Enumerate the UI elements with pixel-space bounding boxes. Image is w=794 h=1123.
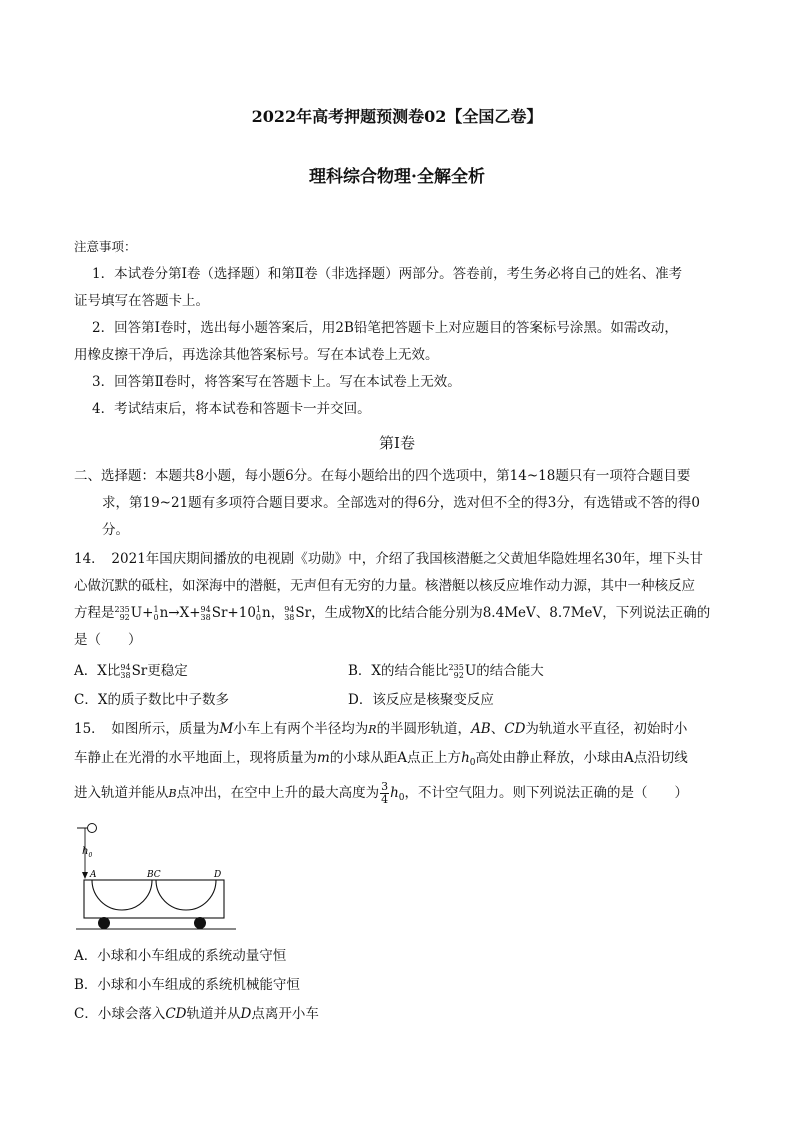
- notice-item-1-line-2: 证号填写在答题卡上。: [74, 293, 209, 309]
- wheel-right: [194, 917, 206, 929]
- q14-line-2: 心做沉默的砥柱，如深海中的潜艇，无声但有无穷的力量。核潜艇以核反应堆作动力源，其中一种核反应: [74, 578, 695, 594]
- section-instruction-line-1: 二、选择题：本题共8小题，每小题6分。在每小题给出的四个选项中，第14~18题只有一项符合题目要: [74, 468, 691, 484]
- label-a: A: [90, 870, 97, 880]
- wheel-left: [98, 917, 110, 929]
- height-arrow-head: [82, 872, 88, 879]
- q14-line-3-prefix: 方程是: [74, 605, 115, 621]
- u235-isotope-numbers: 235 92: [114, 604, 130, 622]
- q15-line-1: 15． 如图所示，质量为M小车上有两个半径均为R的半圆形轨道，AB、CD为轨道水平直径，初始时小: [74, 721, 688, 737]
- q15-line-3: 进入轨道并能从B点冲出，在空中上升的最大高度为 $\frac{3}{4}$ $h_0$，不计空气阻力。则下列说法正确的是（ ）: [74, 780, 689, 806]
- page-title: 2022年高考押题预测卷02【全国乙卷】: [251, 107, 543, 126]
- section-heading: 第Ⅰ卷: [379, 434, 415, 452]
- three-quarters-fraction: $\frac{3}{4}$: [381, 780, 389, 806]
- notice-item-4: 4．考试结束后，将本试卷和答题卡一并交回。: [92, 401, 371, 417]
- sr94-isotope-numbers: 94 38: [200, 604, 211, 622]
- q14-option-d: D．该反应是核聚变反应: [348, 692, 494, 708]
- notice-item-2-line-1: 2．回答第Ⅰ卷时，选出每小题答案后，用2B铅笔把答题卡上对应题目的答案标号涂黑。如需改动，: [92, 320, 678, 336]
- ball: [88, 824, 97, 833]
- nuclear-equation: 235 92 U+ 1 0 n→X+ 94 38 Sr+10 1 0 n， 94 38 Sr: [114, 604, 312, 622]
- q15-option-a: A．小球和小车组成的系统动量守恒: [74, 948, 287, 964]
- label-bc: BC: [147, 870, 161, 880]
- q14-line-3: [74, 599, 710, 627]
- cart-track-figure: [76, 822, 236, 934]
- q15-line-2: 车静止在光滑的水平地面上，现将质量为m的小球从距A点正上方$h_0$高处由静止释放，小球由A点沿切线: [74, 750, 688, 768]
- q14-line-3-suffix: ，生成物X的比结合能分别为8.4MeV、8.7MeV，下列说法正确的: [311, 605, 711, 621]
- q14-line-4: 是（ ）: [74, 632, 142, 648]
- height-label: $h_0$: [82, 846, 93, 859]
- section-instruction-line-2: 求，第19~21题有多项符合题目要求。全部选对的得6分，选对但不全的得3分，有选错或不答的得0: [102, 495, 700, 511]
- q14-option-c: C．X的质子数比中子数多: [74, 692, 229, 708]
- page-subtitle: 理科综合物理·全解全析: [309, 167, 485, 187]
- track-ab: [92, 880, 152, 910]
- track-cd: [156, 880, 216, 910]
- q14-option-b: B．X的结合能比 235 92 U的结合能大: [348, 662, 544, 680]
- notice-item-3: 3．回答第Ⅱ卷时，将答案写在答题卡上。写在本试卷上无效。: [92, 374, 461, 390]
- notice-item-2-line-2: 用橡皮擦干净后，再选涂其他答案标号。写在本试卷上无效。: [74, 347, 439, 363]
- q14-line-1: 14． 2021年国庆期间播放的电视剧《功勋》中，介绍了我国核潜艇之父黄旭华隐姓埋名30年，埋下头甘: [74, 551, 703, 567]
- cart-body: [84, 880, 224, 918]
- notice-heading: 注意事项：: [74, 239, 137, 254]
- notice-item-1-line-1: 1．本试卷分第Ⅰ卷（选择题）和第Ⅱ卷（非选择题）两部分。答卷前，考生务必将自己的姓名、准考: [92, 266, 683, 282]
- q14-option-a: A．X比 94 38 Sr更稳定: [74, 662, 188, 680]
- neutron-numbers: 1 0: [153, 604, 159, 622]
- section-instruction-line-3: 分。: [102, 522, 129, 538]
- label-d: D: [214, 870, 222, 880]
- q15-option-b: B．小球和小车组成的系统机械能守恒: [74, 977, 300, 993]
- q15-option-c: C．小球会落入CD轨道并从D点离开小车: [74, 1006, 319, 1022]
